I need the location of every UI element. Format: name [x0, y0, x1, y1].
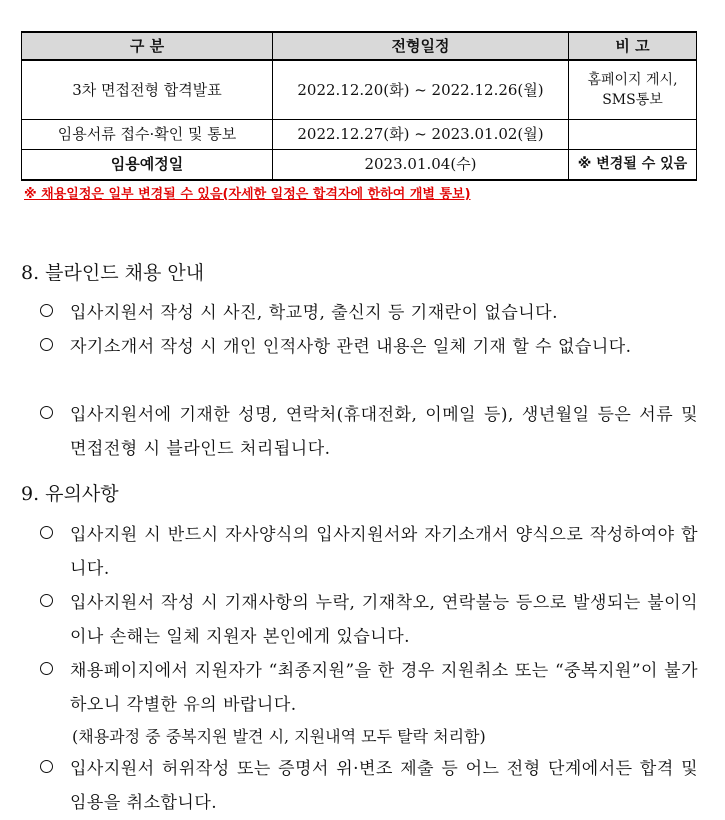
header-remarks: 비 고	[569, 32, 697, 60]
schedule-header-row	[22, 32, 697, 60]
list-item	[40, 654, 698, 722]
list-item	[40, 398, 698, 466]
row-period: 2022.12.27(화) ~ 2023.01.02(월)	[273, 119, 569, 149]
row-category: 임용서류 접수·확인 및 통보	[22, 119, 273, 149]
table-row	[22, 60, 697, 119]
schedule-table	[21, 31, 697, 181]
table-row	[22, 149, 697, 180]
circle-bullet-icon	[40, 406, 53, 419]
list-item	[40, 296, 698, 330]
schedule-warning: ※ 채용일정은 일부 변경될 수 있음(자세한 일정은 합격자에 한하여 개별 통보)	[24, 187, 471, 202]
row-note: ※ 변경될 수 있음	[569, 149, 697, 180]
list-item	[40, 752, 698, 820]
row-period: 2022.12.20(화) ~ 2022.12.26(월)	[273, 60, 569, 119]
section-8-title: 8. 블라인드 채용 안내	[21, 262, 205, 284]
table-row	[22, 119, 697, 149]
circle-bullet-icon	[40, 526, 53, 539]
list-item-text: 입사지원 시 반드시 자사양식의 입사지원서와 자기소개서 양식으로 작성하여야 합니다.	[70, 525, 698, 579]
list-item	[40, 330, 698, 364]
circle-bullet-icon	[40, 338, 53, 351]
header-category: 구 분	[22, 32, 273, 60]
circle-bullet-icon	[40, 662, 53, 675]
list-item	[40, 586, 698, 654]
circle-bullet-icon	[40, 594, 53, 607]
header-schedule: 전형일정	[273, 32, 569, 60]
circle-bullet-icon	[40, 304, 53, 317]
list-item-text: 자기소개서 작성 시 개인 인적사항 관련 내용은 일체 기재 할 수 없습니다.	[70, 337, 632, 357]
row-period: 2023.01.04(수)	[273, 149, 569, 180]
list-item-text: 입사지원서 허위작성 또는 증명서 위·변조 제출 등 어느 전형 단계에서든 합격 및 임용을 취소합니다.	[70, 759, 698, 813]
list-item-text: 입사지원서 작성 시 사진, 학교명, 출신지 등 기재란이 없습니다.	[70, 303, 558, 323]
list-item-text: 입사지원서 작성 시 기재사항의 누락, 기재착오, 연락불능 등으로 발생되는 불이익이나 손해는 일체 지원자 본인에게 있습니다.	[70, 593, 698, 647]
circle-bullet-icon	[40, 760, 53, 773]
row-note	[569, 119, 697, 149]
list-item-text: 입사지원서에 기재한 성명, 연락처(휴대전화, 이메일 등), 생년월일 등은 서류 및 면접전형 시 블라인드 처리됩니다.	[70, 405, 698, 459]
list-item-text: 채용페이지에서 지원자가 “최종지원”을 한 경우 지원취소 또는 “중복지원”이 불가하오니 각별한 유의 바랍니다.	[70, 661, 698, 715]
list-item	[40, 518, 698, 586]
duplicate-application-note: (채용과정 중 중복지원 발견 시, 지원내역 모두 탈락 처리함)	[72, 727, 486, 746]
row-category: 3차 면접전형 합격발표	[22, 60, 273, 119]
row-note: 홈페이지 게시, SMS통보	[569, 60, 697, 119]
section-9-title: 9. 유의사항	[21, 483, 119, 505]
row-category: 임용예정일	[22, 149, 273, 180]
